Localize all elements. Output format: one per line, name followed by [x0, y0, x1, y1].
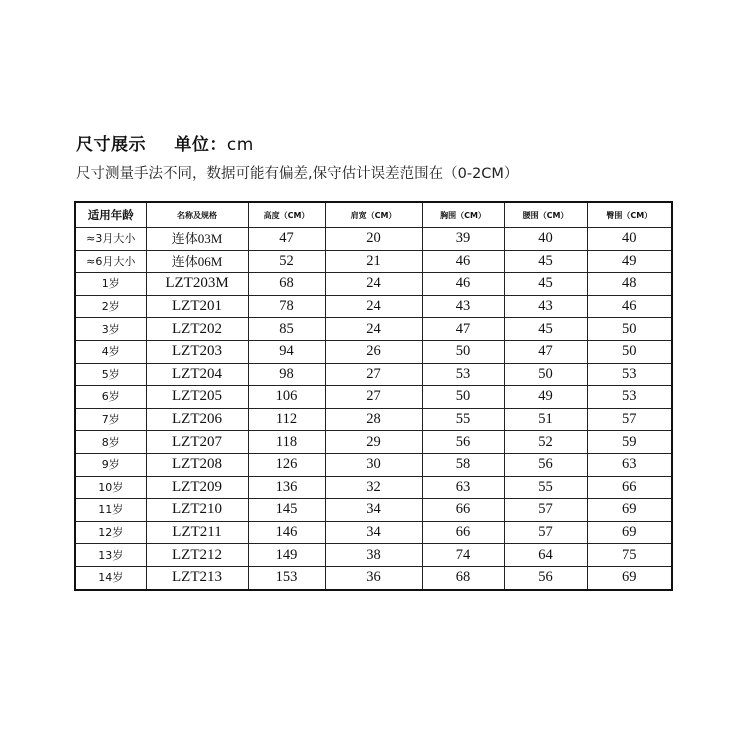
- hip-cell: 46: [587, 295, 672, 318]
- model-cell: LZT204: [146, 363, 248, 386]
- waist-cell: 55: [504, 476, 587, 499]
- height-cell: 98: [248, 363, 325, 386]
- age-cell: 11岁: [75, 499, 146, 522]
- unit-label: 单位：: [174, 135, 227, 155]
- model-cell: 连体03M: [146, 228, 248, 251]
- shoulder-cell: 29: [325, 431, 422, 454]
- hip-cell: 59: [587, 431, 672, 454]
- shoulder-cell: 38: [325, 544, 422, 567]
- waist-cell: 51: [504, 408, 587, 431]
- shoulder-cell: 28: [325, 408, 422, 431]
- height-cell: 85: [248, 318, 325, 341]
- shoulder-cell: 20: [325, 228, 422, 251]
- hip-cell: 50: [587, 340, 672, 363]
- table-row: [75, 566, 672, 589]
- hip-cell: 69: [587, 499, 672, 522]
- height-cell: 149: [248, 544, 325, 567]
- model-cell: LZT203M: [146, 273, 248, 296]
- age-cell: 6岁: [75, 386, 146, 409]
- column-header-model: 名称及规格: [146, 202, 248, 228]
- table-row: [75, 363, 672, 386]
- shoulder-cell: 32: [325, 476, 422, 499]
- table-row: [75, 408, 672, 431]
- model-cell: LZT205: [146, 386, 248, 409]
- waist-cell: 47: [504, 340, 587, 363]
- shoulder-cell: 34: [325, 499, 422, 522]
- model-cell: LZT209: [146, 476, 248, 499]
- chest-cell: 63: [422, 476, 504, 499]
- shoulder-cell: 21: [325, 250, 422, 273]
- shoulder-cell: 36: [325, 566, 422, 589]
- height-cell: 47: [248, 228, 325, 251]
- model-cell: LZT212: [146, 544, 248, 567]
- model-cell: LZT203: [146, 340, 248, 363]
- age-cell: 12岁: [75, 521, 146, 544]
- height-cell: 106: [248, 386, 325, 409]
- column-header-waist: 腰围（CM）: [504, 202, 587, 228]
- chest-cell: 74: [422, 544, 504, 567]
- chest-cell: 53: [422, 363, 504, 386]
- column-header-chest: 胸围（CM）: [422, 202, 504, 228]
- waist-cell: 56: [504, 453, 587, 476]
- table-header-row: [75, 202, 672, 228]
- table-row: [75, 386, 672, 409]
- shoulder-cell: 24: [325, 273, 422, 296]
- shoulder-cell: 27: [325, 363, 422, 386]
- chest-cell: 68: [422, 566, 504, 589]
- chest-cell: 47: [422, 318, 504, 341]
- model-cell: LZT206: [146, 408, 248, 431]
- model-cell: LZT207: [146, 431, 248, 454]
- age-cell: 13岁: [75, 544, 146, 567]
- height-cell: 118: [248, 431, 325, 454]
- waist-cell: 49: [504, 386, 587, 409]
- height-cell: 94: [248, 340, 325, 363]
- table-row: [75, 273, 672, 296]
- age-cell: 7岁: [75, 408, 146, 431]
- height-cell: 78: [248, 295, 325, 318]
- title-text: 尺寸展示: [76, 135, 146, 155]
- chest-cell: 55: [422, 408, 504, 431]
- shoulder-cell: 24: [325, 295, 422, 318]
- model-cell: LZT213: [146, 566, 248, 589]
- waist-cell: 57: [504, 499, 587, 522]
- model-cell: LZT202: [146, 318, 248, 341]
- hip-cell: 66: [587, 476, 672, 499]
- table-body: [75, 228, 672, 590]
- hip-cell: 69: [587, 566, 672, 589]
- height-cell: 153: [248, 566, 325, 589]
- waist-cell: 45: [504, 273, 587, 296]
- chest-cell: 43: [422, 295, 504, 318]
- table-row: [75, 250, 672, 273]
- chest-cell: 66: [422, 499, 504, 522]
- hip-cell: 53: [587, 386, 672, 409]
- age-cell: 9岁: [75, 453, 146, 476]
- age-cell: ≈3月大小: [75, 228, 146, 251]
- hip-cell: 69: [587, 521, 672, 544]
- age-cell: 10岁: [75, 476, 146, 499]
- waist-cell: 50: [504, 363, 587, 386]
- chest-cell: 39: [422, 228, 504, 251]
- waist-cell: 56: [504, 566, 587, 589]
- table-row: [75, 340, 672, 363]
- age-cell: 14岁: [75, 566, 146, 589]
- age-cell: 8岁: [75, 431, 146, 454]
- age-cell: 4岁: [75, 340, 146, 363]
- height-cell: 136: [248, 476, 325, 499]
- measurement-note: 尺寸测量手法不同，数据可能有偏差,保守估计误差范围在（0-2CM）: [76, 166, 519, 182]
- age-cell: 1岁: [75, 273, 146, 296]
- model-cell: LZT211: [146, 521, 248, 544]
- model-cell: LZT210: [146, 499, 248, 522]
- waist-cell: 40: [504, 228, 587, 251]
- height-cell: 52: [248, 250, 325, 273]
- age-cell: 5岁: [75, 363, 146, 386]
- height-cell: 146: [248, 521, 325, 544]
- hip-cell: 53: [587, 363, 672, 386]
- chest-cell: 66: [422, 521, 504, 544]
- hip-cell: 75: [587, 544, 672, 567]
- shoulder-cell: 24: [325, 318, 422, 341]
- hip-cell: 63: [587, 453, 672, 476]
- height-cell: 145: [248, 499, 325, 522]
- table-row: [75, 499, 672, 522]
- table-row: [75, 453, 672, 476]
- chest-cell: 46: [422, 250, 504, 273]
- page-title: [76, 130, 254, 155]
- waist-cell: 64: [504, 544, 587, 567]
- size-chart-table: [74, 201, 673, 591]
- hip-cell: 49: [587, 250, 672, 273]
- age-cell: 3岁: [75, 318, 146, 341]
- table-row: [75, 431, 672, 454]
- table-row: [75, 295, 672, 318]
- model-cell: 连体06M: [146, 250, 248, 273]
- shoulder-cell: 26: [325, 340, 422, 363]
- chest-cell: 50: [422, 386, 504, 409]
- shoulder-cell: 27: [325, 386, 422, 409]
- waist-cell: 57: [504, 521, 587, 544]
- waist-cell: 45: [504, 250, 587, 273]
- hip-cell: 57: [587, 408, 672, 431]
- model-cell: LZT208: [146, 453, 248, 476]
- height-cell: 68: [248, 273, 325, 296]
- age-cell: 2岁: [75, 295, 146, 318]
- unit-value: cm: [226, 135, 254, 155]
- waist-cell: 43: [504, 295, 587, 318]
- height-cell: 126: [248, 453, 325, 476]
- column-header-shoulder: 肩宽（CM）: [325, 202, 422, 228]
- column-header-hip: 臀围（CM）: [587, 202, 672, 228]
- chest-cell: 46: [422, 273, 504, 296]
- column-header-age: 适用年龄: [75, 202, 146, 228]
- age-cell: ≈6月大小: [75, 250, 146, 273]
- table-row: [75, 228, 672, 251]
- chest-cell: 56: [422, 431, 504, 454]
- waist-cell: 52: [504, 431, 587, 454]
- column-header-height: 高度（CM）: [248, 202, 325, 228]
- table-row: [75, 521, 672, 544]
- hip-cell: 48: [587, 273, 672, 296]
- table-row: [75, 544, 672, 567]
- table-row: [75, 318, 672, 341]
- chest-cell: 50: [422, 340, 504, 363]
- hip-cell: 40: [587, 228, 672, 251]
- hip-cell: 50: [587, 318, 672, 341]
- shoulder-cell: 34: [325, 521, 422, 544]
- waist-cell: 45: [504, 318, 587, 341]
- model-cell: LZT201: [146, 295, 248, 318]
- chest-cell: 58: [422, 453, 504, 476]
- table-row: [75, 476, 672, 499]
- height-cell: 112: [248, 408, 325, 431]
- shoulder-cell: 30: [325, 453, 422, 476]
